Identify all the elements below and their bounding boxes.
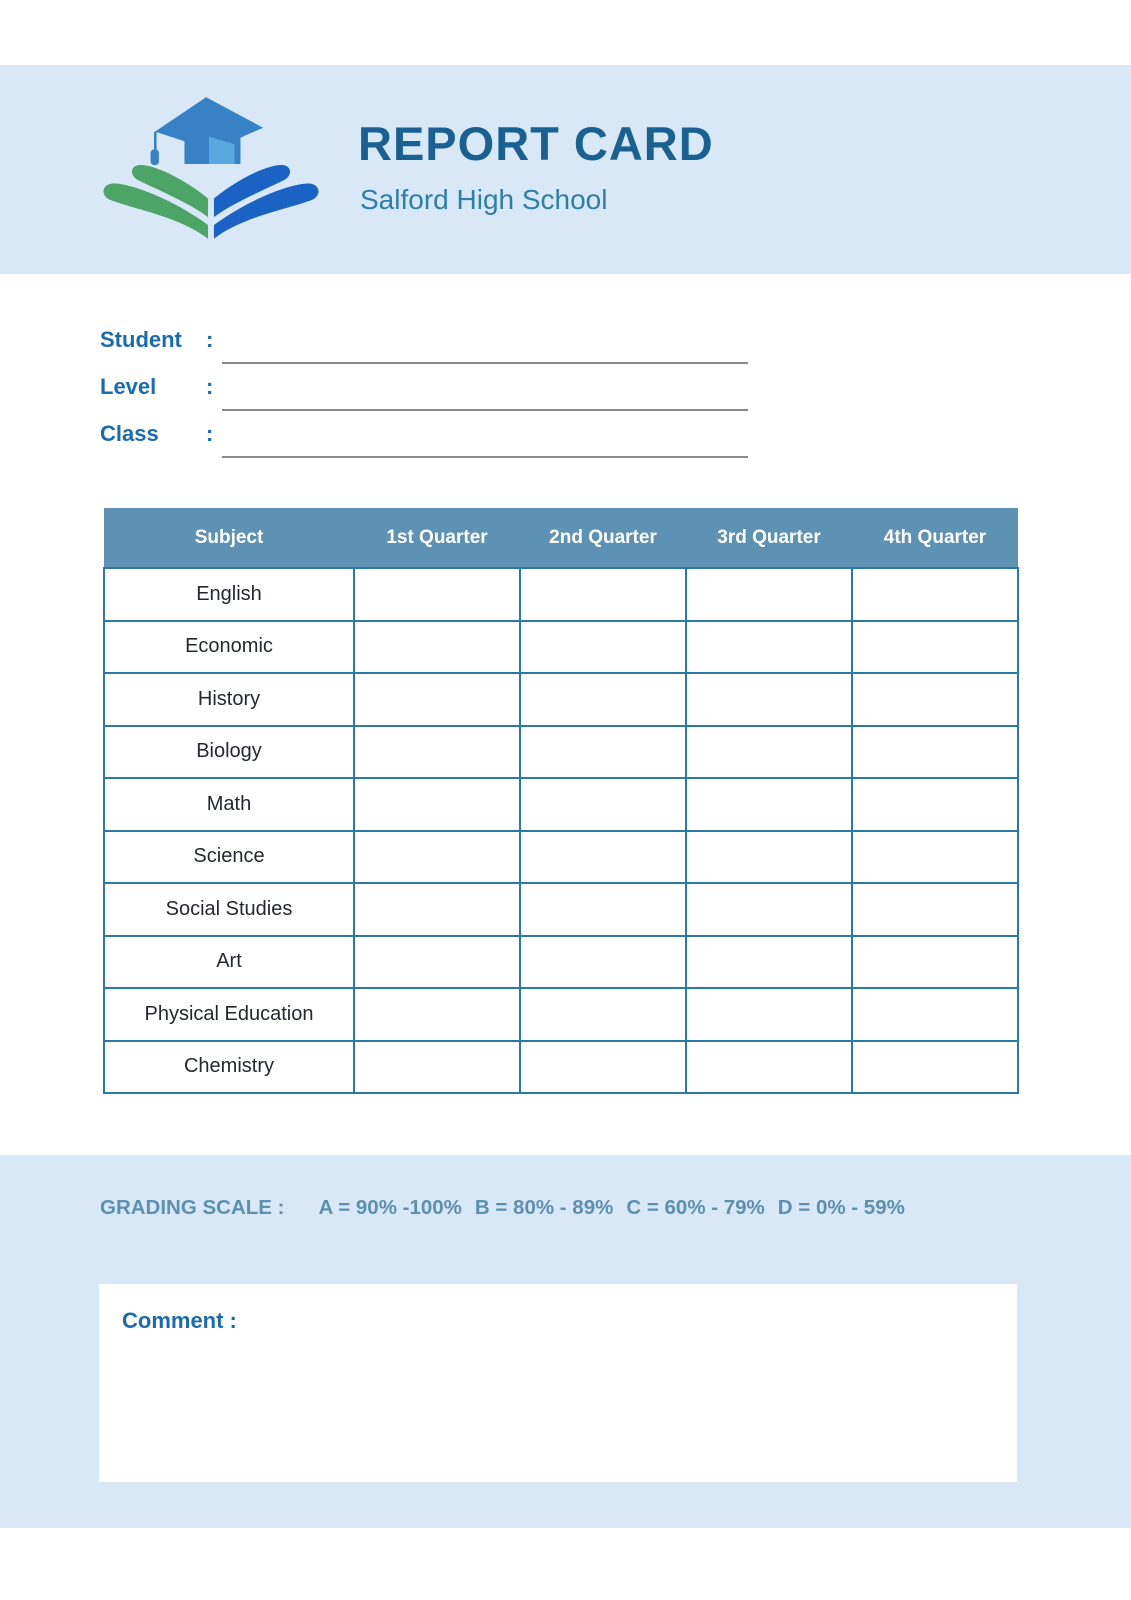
grading-scale-item-a: A = 90% -100% <box>318 1196 462 1219</box>
school-name: Salford High School <box>360 184 608 215</box>
column-header-3rd-quarter: 3rd Quarter <box>686 508 852 568</box>
table-row <box>104 673 1018 726</box>
logo-graphic <box>98 86 324 248</box>
subject-cell: Science <box>104 831 354 884</box>
table-row <box>104 621 1018 674</box>
grade-cell-q3[interactable] <box>686 936 852 989</box>
table-row <box>104 936 1018 989</box>
column-header-subject: Subject <box>104 508 354 568</box>
grade-cell-q2[interactable] <box>520 568 686 621</box>
student-label: Student <box>100 327 182 352</box>
grade-cell-q4[interactable] <box>852 883 1018 936</box>
grade-cell-q1[interactable] <box>354 621 520 674</box>
grade-cell-q1[interactable] <box>354 831 520 884</box>
table-row <box>104 778 1018 831</box>
subject-cell: Economic <box>104 621 354 674</box>
subject-cell: Chemistry <box>104 1041 354 1094</box>
level-input-line[interactable] <box>222 409 748 411</box>
grade-cell-q4[interactable] <box>852 568 1018 621</box>
class-colon: : <box>206 421 214 446</box>
grade-cell-q2[interactable] <box>520 673 686 726</box>
table-row <box>104 726 1018 779</box>
student-input-line[interactable] <box>222 362 748 364</box>
page-title: REPORT CARD <box>358 117 714 170</box>
table-row <box>104 1041 1018 1094</box>
table-row <box>104 568 1018 621</box>
grade-cell-q2[interactable] <box>520 726 686 779</box>
grading-scale-item-d: D = 0% - 59% <box>777 1196 905 1219</box>
grade-cell-q3[interactable] <box>686 621 852 674</box>
grade-cell-q2[interactable] <box>520 936 686 989</box>
grade-cell-q2[interactable] <box>520 778 686 831</box>
grade-cell-q3[interactable] <box>686 778 852 831</box>
comment-value[interactable] <box>122 1342 997 1470</box>
grade-cell-q2[interactable] <box>520 1041 686 1094</box>
grade-cell-q2[interactable] <box>520 988 686 1041</box>
column-header-1st-quarter: 1st Quarter <box>354 508 520 568</box>
grade-cell-q4[interactable] <box>852 673 1018 726</box>
grading-scale-item-b: B = 80% - 89% <box>474 1196 614 1219</box>
grade-cell-q3[interactable] <box>686 831 852 884</box>
subject-cell: Physical Education <box>104 988 354 1041</box>
grade-cell-q1[interactable] <box>354 988 520 1041</box>
comment-box[interactable] <box>99 1284 1017 1482</box>
grade-cell-q4[interactable] <box>852 621 1018 674</box>
grade-cell-q1[interactable] <box>354 936 520 989</box>
subject-cell: Social Studies <box>104 883 354 936</box>
level-colon: : <box>206 374 214 399</box>
grade-cell-q3[interactable] <box>686 726 852 779</box>
school-logo <box>98 86 324 248</box>
grade-cell-q3[interactable] <box>686 883 852 936</box>
grade-cell-q4[interactable] <box>852 936 1018 989</box>
grade-cell-q3[interactable] <box>686 988 852 1041</box>
subject-cell: History <box>104 673 354 726</box>
subject-cell: Art <box>104 936 354 989</box>
grade-cell-q4[interactable] <box>852 726 1018 779</box>
table-row <box>104 988 1018 1041</box>
subject-cell: Math <box>104 778 354 831</box>
comment-label: Comment : <box>122 1308 237 1333</box>
grade-cell-q2[interactable] <box>520 621 686 674</box>
grade-cell-q2[interactable] <box>520 883 686 936</box>
grade-cell-q1[interactable] <box>354 726 520 779</box>
grade-cell-q4[interactable] <box>852 1041 1018 1094</box>
grade-cell-q1[interactable] <box>354 1041 520 1094</box>
level-label: Level <box>100 374 157 399</box>
grading-scale-item-c: C = 60% - 79% <box>626 1196 765 1219</box>
class-input-line[interactable] <box>222 456 748 458</box>
grades-table-header-row <box>104 508 1018 568</box>
grade-cell-q4[interactable] <box>852 988 1018 1041</box>
table-row <box>104 883 1018 936</box>
student-colon: : <box>206 327 214 352</box>
subject-cell: Biology <box>104 726 354 779</box>
grades-table <box>103 508 1019 1094</box>
open-book-icon <box>103 165 318 239</box>
graduation-cap-icon <box>151 97 264 165</box>
grade-cell-q3[interactable] <box>686 1041 852 1094</box>
grades-table-body <box>104 568 1018 1093</box>
grade-cell-q2[interactable] <box>520 831 686 884</box>
grading-scale <box>100 1196 918 1220</box>
column-header-4th-quarter: 4th Quarter <box>852 508 1018 568</box>
grade-cell-q4[interactable] <box>852 778 1018 831</box>
grading-scale-label: GRADING SCALE : <box>100 1196 285 1219</box>
grade-cell-q3[interactable] <box>686 673 852 726</box>
column-header-2nd-quarter: 2nd Quarter <box>520 508 686 568</box>
grade-cell-q4[interactable] <box>852 831 1018 884</box>
grade-cell-q1[interactable] <box>354 883 520 936</box>
grade-cell-q1[interactable] <box>354 673 520 726</box>
grade-cell-q1[interactable] <box>354 568 520 621</box>
grade-cell-q1[interactable] <box>354 778 520 831</box>
table-row <box>104 831 1018 884</box>
grade-cell-q3[interactable] <box>686 568 852 621</box>
subject-cell: English <box>104 568 354 621</box>
class-label: Class <box>100 421 159 446</box>
